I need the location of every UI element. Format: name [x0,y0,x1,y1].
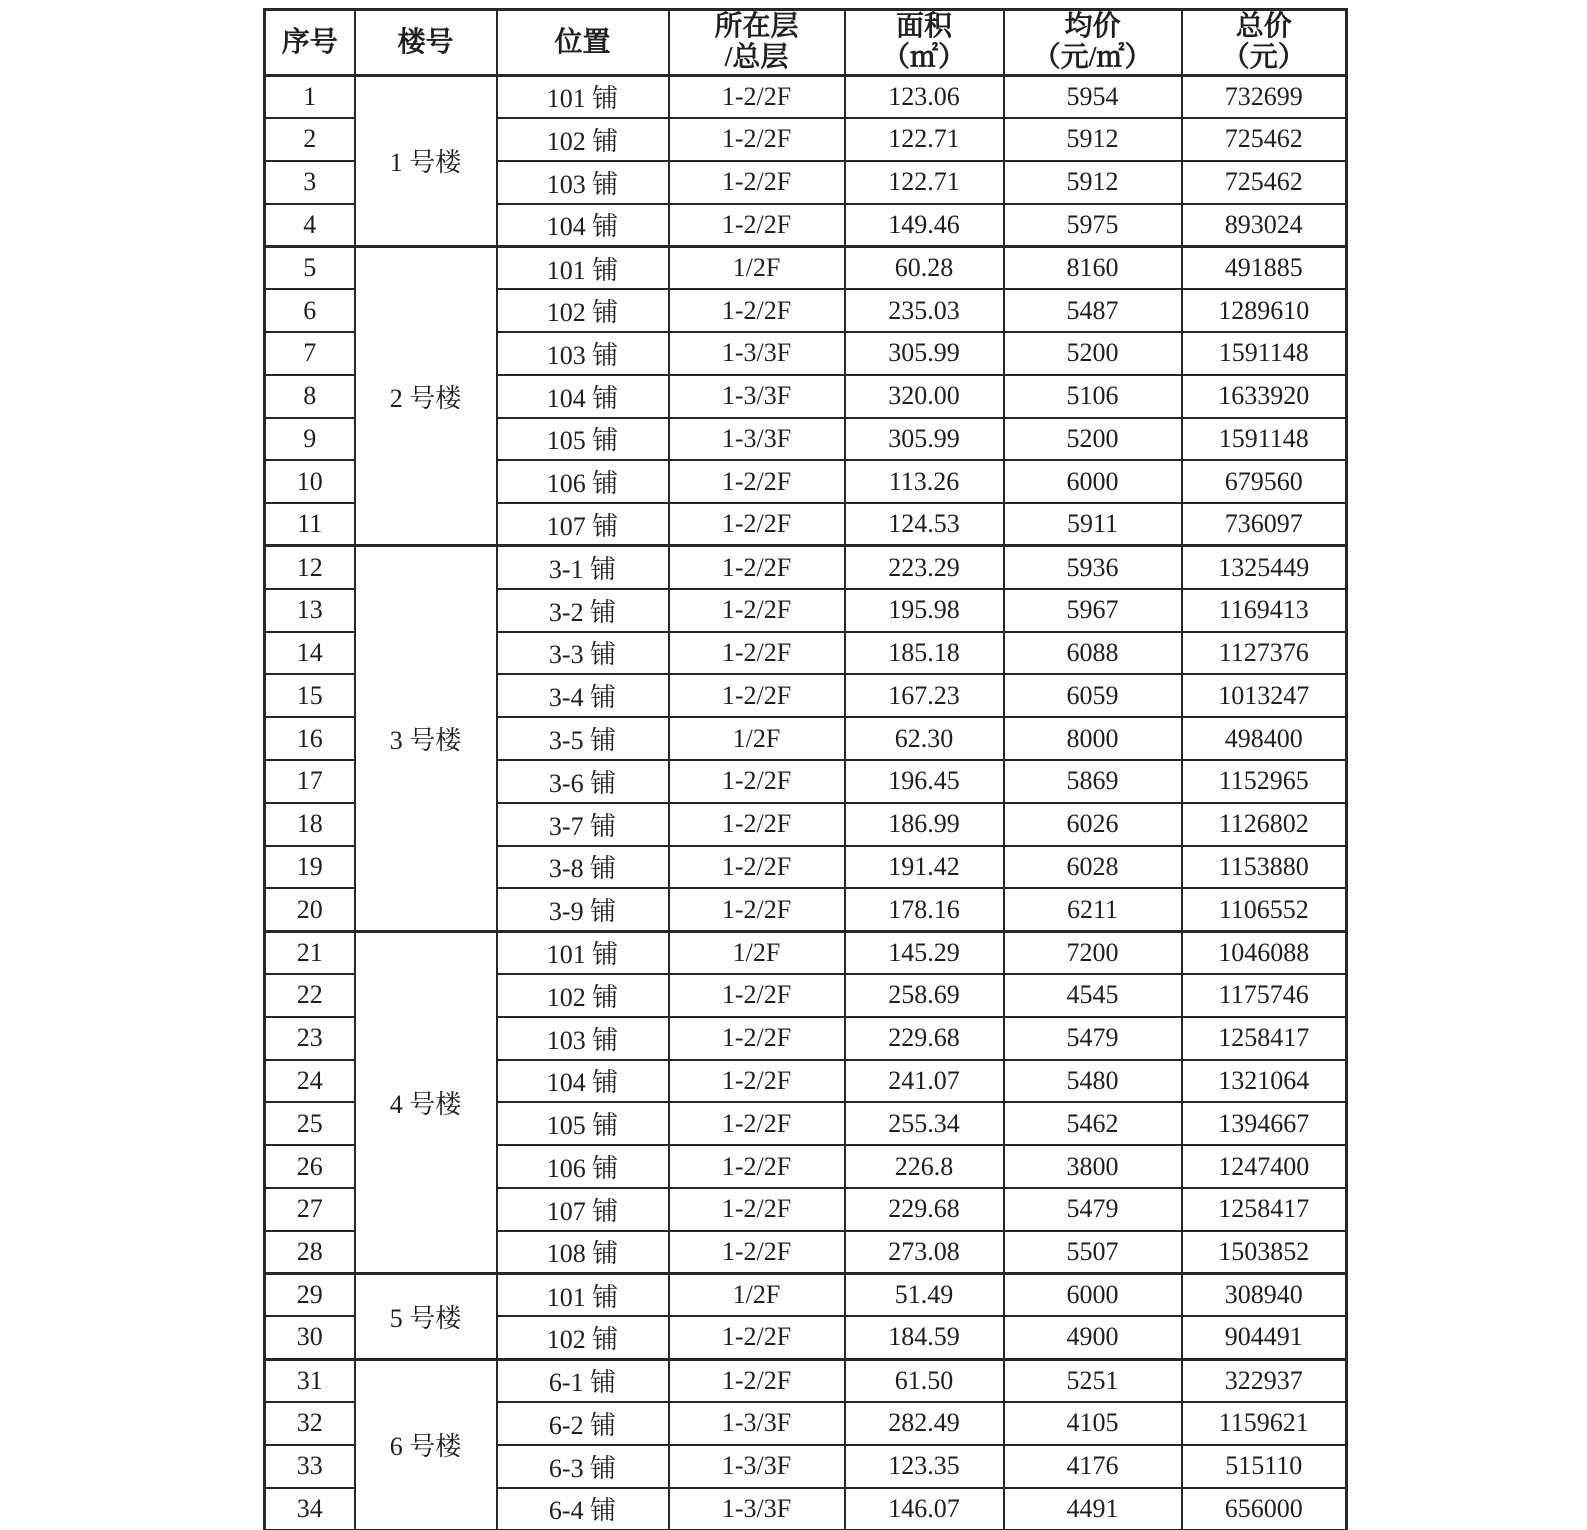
cell-floor: 1-2/2F [669,1231,845,1274]
cell-floor: 1-2/2F [669,974,845,1017]
cell-no: 21 [265,931,355,974]
cell-unit_price: 8160 [1004,246,1182,289]
cell-unit_price: 6026 [1004,803,1182,846]
cell-floor: 1-3/3F [669,332,845,375]
cell-no: 9 [265,418,355,461]
cell-total_price: 679560 [1182,460,1347,503]
column-header-line: 均价 [1064,11,1121,42]
cell-unit_price: 5507 [1004,1231,1182,1274]
cell-no: 20 [265,888,355,931]
cell-area: 255.34 [845,1102,1004,1145]
cell-total_price: 1169413 [1182,589,1347,632]
cell-no: 11 [265,503,355,546]
cell-floor: 1-2/2F [669,118,845,161]
cell-no: 8 [265,375,355,418]
cell-total_price: 322937 [1182,1359,1347,1402]
cell-unit_price: 5479 [1004,1188,1182,1231]
cell-area: 123.35 [845,1445,1004,1488]
cell-position: 3-2 铺 [497,589,669,632]
shop-price-table-wrap [263,8,1348,1530]
cell-area: 185.18 [845,632,1004,675]
cell-total_price: 1394667 [1182,1102,1347,1145]
cell-total_price: 1247400 [1182,1145,1347,1188]
cell-unit_price: 5912 [1004,118,1182,161]
table-row [265,546,1347,589]
cell-total_price: 1321064 [1182,1060,1347,1103]
cell-position: 3-6 铺 [497,760,669,803]
cell-area: 51.49 [845,1274,1004,1317]
cell-floor: 1-2/2F [669,1017,845,1060]
cell-area: 60.28 [845,246,1004,289]
cell-total_price: 308940 [1182,1274,1347,1317]
cell-position: 101 铺 [497,246,669,289]
cell-area: 258.69 [845,974,1004,1017]
cell-floor: 1-3/3F [669,418,845,461]
column-header-area [845,10,1004,76]
cell-unit_price: 4491 [1004,1488,1182,1530]
cell-position: 3-8 铺 [497,846,669,889]
cell-unit_price: 4105 [1004,1402,1182,1445]
cell-area: 191.42 [845,846,1004,889]
cell-floor: 1-2/2F [669,75,845,118]
cell-total_price: 1106552 [1182,888,1347,931]
cell-building: 3 号楼 [355,546,497,931]
cell-position: 6-3 铺 [497,1445,669,1488]
cell-no: 10 [265,460,355,503]
cell-position: 103 铺 [497,1017,669,1060]
cell-total_price: 904491 [1182,1316,1347,1359]
cell-position: 3-5 铺 [497,717,669,760]
column-header-line: 面积 [895,11,952,42]
cell-unit_price: 6059 [1004,674,1182,717]
cell-area: 184.59 [845,1316,1004,1359]
cell-floor: 1-2/2F [669,803,845,846]
cell-area: 145.29 [845,931,1004,974]
cell-position: 106 铺 [497,460,669,503]
column-header-floor [669,10,845,76]
cell-total_price: 725462 [1182,161,1347,204]
cell-position: 6-4 铺 [497,1488,669,1530]
cell-unit_price: 4176 [1004,1445,1182,1488]
cell-position: 105 铺 [497,418,669,461]
cell-unit_price: 5200 [1004,332,1182,375]
cell-no: 13 [265,589,355,632]
cell-unit_price: 5106 [1004,375,1182,418]
cell-no: 18 [265,803,355,846]
cell-unit_price: 5954 [1004,75,1182,118]
cell-position: 108 铺 [497,1231,669,1274]
column-header-line: 位置 [554,26,611,58]
cell-no: 12 [265,546,355,589]
cell-area: 167.23 [845,674,1004,717]
cell-area: 123.06 [845,75,1004,118]
cell-unit_price: 5869 [1004,760,1182,803]
cell-no: 25 [265,1102,355,1145]
cell-building: 5 号楼 [355,1274,497,1360]
price-table-body [265,75,1347,1530]
cell-floor: 1-2/2F [669,674,845,717]
cell-area: 113.26 [845,460,1004,503]
cell-unit_price: 5912 [1004,161,1182,204]
shop-price-table [263,8,1348,1530]
cell-area: 241.07 [845,1060,1004,1103]
cell-unit_price: 5975 [1004,204,1182,247]
table-row [265,1274,1347,1317]
column-header-line: 所在层 [714,11,799,42]
cell-area: 61.50 [845,1359,1004,1402]
cell-no: 29 [265,1274,355,1317]
cell-total_price: 1153880 [1182,846,1347,889]
table-row [265,75,1347,118]
cell-total_price: 1046088 [1182,931,1347,974]
cell-total_price: 1152965 [1182,760,1347,803]
cell-floor: 1-3/3F [669,1402,845,1445]
cell-no: 24 [265,1060,355,1103]
cell-no: 3 [265,161,355,204]
cell-unit_price: 5967 [1004,589,1182,632]
cell-no: 31 [265,1359,355,1402]
cell-no: 33 [265,1445,355,1488]
cell-unit_price: 6000 [1004,460,1182,503]
cell-total_price: 1013247 [1182,674,1347,717]
cell-no: 34 [265,1488,355,1530]
cell-no: 2 [265,118,355,161]
cell-total_price: 1159621 [1182,1402,1347,1445]
cell-no: 28 [265,1231,355,1274]
cell-unit_price: 5251 [1004,1359,1182,1402]
cell-floor: 1-2/2F [669,1102,845,1145]
cell-unit_price: 5487 [1004,289,1182,332]
cell-floor: 1-2/2F [669,1188,845,1231]
cell-position: 3-3 铺 [497,632,669,675]
column-header-line: /总层 [724,42,789,74]
cell-no: 16 [265,717,355,760]
cell-position: 106 铺 [497,1145,669,1188]
cell-position: 104 铺 [497,375,669,418]
header-row [265,10,1347,76]
cell-floor: 1-2/2F [669,460,845,503]
column-header-building [355,10,497,76]
cell-floor: 1/2F [669,931,845,974]
cell-floor: 1-2/2F [669,1060,845,1103]
cell-position: 104 铺 [497,204,669,247]
cell-total_price: 1289610 [1182,289,1347,332]
cell-floor: 1/2F [669,717,845,760]
cell-no: 15 [265,674,355,717]
cell-no: 1 [265,75,355,118]
cell-position: 3-1 铺 [497,546,669,589]
cell-total_price: 725462 [1182,118,1347,161]
cell-position: 104 铺 [497,1060,669,1103]
cell-floor: 1-2/2F [669,888,845,931]
cell-unit_price: 5462 [1004,1102,1182,1145]
cell-floor: 1-2/2F [669,161,845,204]
cell-position: 3-4 铺 [497,674,669,717]
cell-floor: 1-2/2F [669,589,845,632]
cell-no: 14 [265,632,355,675]
cell-position: 102 铺 [497,118,669,161]
cell-floor: 1-3/3F [669,1445,845,1488]
cell-total_price: 1258417 [1182,1188,1347,1231]
cell-total_price: 1591148 [1182,332,1347,375]
cell-total_price: 1127376 [1182,632,1347,675]
cell-area: 282.49 [845,1402,1004,1445]
cell-floor: 1-2/2F [669,760,845,803]
cell-unit_price: 8000 [1004,717,1182,760]
cell-position: 103 铺 [497,161,669,204]
cell-total_price: 1258417 [1182,1017,1347,1060]
cell-area: 305.99 [845,418,1004,461]
cell-unit_price: 4900 [1004,1316,1182,1359]
cell-unit_price: 5200 [1004,418,1182,461]
cell-area: 226.8 [845,1145,1004,1188]
column-header-line: 序号 [281,26,338,58]
cell-area: 195.98 [845,589,1004,632]
cell-total_price: 515110 [1182,1445,1347,1488]
cell-position: 3-7 铺 [497,803,669,846]
cell-area: 273.08 [845,1231,1004,1274]
cell-no: 32 [265,1402,355,1445]
cell-floor: 1-2/2F [669,1316,845,1359]
cell-unit_price: 6028 [1004,846,1182,889]
cell-position: 107 铺 [497,1188,669,1231]
cell-unit_price: 4545 [1004,974,1182,1017]
cell-position: 102 铺 [497,974,669,1017]
table-row [265,931,1347,974]
column-header-line: （元/㎡） [1032,42,1153,74]
column-header-no [265,10,355,76]
cell-area: 235.03 [845,289,1004,332]
cell-position: 3-9 铺 [497,888,669,931]
cell-floor: 1-2/2F [669,204,845,247]
cell-unit_price: 5911 [1004,503,1182,546]
cell-unit_price: 5479 [1004,1017,1182,1060]
cell-no: 6 [265,289,355,332]
cell-no: 22 [265,974,355,1017]
cell-building: 6 号楼 [355,1359,497,1530]
cell-total_price: 1633920 [1182,375,1347,418]
cell-no: 7 [265,332,355,375]
cell-unit_price: 6088 [1004,632,1182,675]
cell-area: 122.71 [845,161,1004,204]
cell-area: 124.53 [845,503,1004,546]
column-header-position [497,10,669,76]
cell-position: 6-2 铺 [497,1402,669,1445]
cell-floor: 1-2/2F [669,1359,845,1402]
cell-floor: 1-2/2F [669,546,845,589]
cell-area: 146.07 [845,1488,1004,1530]
cell-floor: 1-2/2F [669,632,845,675]
cell-unit_price: 3800 [1004,1145,1182,1188]
cell-no: 27 [265,1188,355,1231]
cell-total_price: 1126802 [1182,803,1347,846]
cell-floor: 1-2/2F [669,1145,845,1188]
cell-unit_price: 7200 [1004,931,1182,974]
cell-no: 5 [265,246,355,289]
cell-area: 223.29 [845,546,1004,589]
cell-area: 305.99 [845,332,1004,375]
cell-floor: 1-2/2F [669,846,845,889]
cell-total_price: 1503852 [1182,1231,1347,1274]
cell-area: 229.68 [845,1188,1004,1231]
cell-total_price: 656000 [1182,1488,1347,1530]
column-header-line: 楼号 [397,26,454,58]
cell-no: 4 [265,204,355,247]
cell-no: 23 [265,1017,355,1060]
cell-position: 103 铺 [497,332,669,375]
cell-building: 1 号楼 [355,75,497,246]
cell-no: 19 [265,846,355,889]
cell-building: 2 号楼 [355,246,497,546]
cell-floor: 1-3/3F [669,375,845,418]
column-header-line: （㎡） [881,42,966,74]
cell-total_price: 1591148 [1182,418,1347,461]
cell-area: 320.00 [845,375,1004,418]
cell-floor: 1-3/3F [669,1488,845,1530]
cell-unit_price: 6000 [1004,1274,1182,1317]
cell-total_price: 1175746 [1182,974,1347,1017]
cell-position: 101 铺 [497,931,669,974]
cell-area: 178.16 [845,888,1004,931]
table-row [265,246,1347,289]
cell-unit_price: 5480 [1004,1060,1182,1103]
cell-floor: 1-2/2F [669,503,845,546]
cell-position: 105 铺 [497,1102,669,1145]
cell-position: 6-1 铺 [497,1359,669,1402]
cell-total_price: 1325449 [1182,546,1347,589]
cell-floor: 1-2/2F [669,289,845,332]
cell-area: 196.45 [845,760,1004,803]
cell-floor: 1/2F [669,1274,845,1317]
cell-total_price: 498400 [1182,717,1347,760]
cell-position: 101 铺 [497,1274,669,1317]
column-header-line: （元） [1221,42,1306,74]
cell-total_price: 491885 [1182,246,1347,289]
cell-area: 229.68 [845,1017,1004,1060]
cell-unit_price: 6211 [1004,888,1182,931]
cell-position: 102 铺 [497,1316,669,1359]
cell-floor: 1/2F [669,246,845,289]
cell-area: 62.30 [845,717,1004,760]
cell-position: 101 铺 [497,75,669,118]
column-header-line: 总价 [1235,11,1292,42]
cell-total_price: 893024 [1182,204,1347,247]
cell-position: 107 铺 [497,503,669,546]
cell-no: 17 [265,760,355,803]
table-row [265,1359,1347,1402]
cell-position: 102 铺 [497,289,669,332]
column-header-total_price [1182,10,1347,76]
cell-unit_price: 5936 [1004,546,1182,589]
cell-no: 26 [265,1145,355,1188]
cell-total_price: 736097 [1182,503,1347,546]
cell-total_price: 732699 [1182,75,1347,118]
cell-building: 4 号楼 [355,931,497,1273]
cell-no: 30 [265,1316,355,1359]
table-header [265,10,1347,76]
cell-area: 149.46 [845,204,1004,247]
cell-area: 186.99 [845,803,1004,846]
column-header-unit_price [1004,10,1182,76]
cell-area: 122.71 [845,118,1004,161]
